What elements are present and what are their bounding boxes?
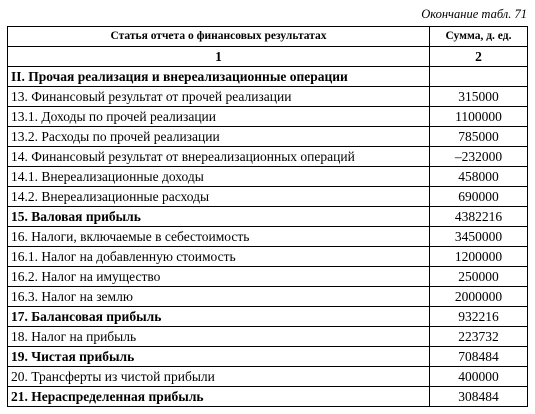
row-item-sum: –232000 [430, 147, 528, 167]
row-item-sum: 932216 [430, 307, 528, 327]
financial-results-table [7, 26, 528, 407]
row-item-sum: 690000 [430, 187, 528, 207]
table-row [8, 367, 528, 387]
table-row [8, 87, 528, 107]
row-item-name: 16.3. Налог на землю [8, 287, 430, 307]
row-item-name: 20. Трансферты из чистой прибыли [8, 367, 430, 387]
table-row [8, 207, 528, 227]
column-header-item: Статья отчета о финансовых результатах [8, 27, 430, 47]
row-item-sum: 4382216 [430, 207, 528, 227]
header-row [8, 27, 528, 47]
row-item-sum: 3450000 [430, 227, 528, 247]
column-number-2: 2 [430, 47, 528, 67]
row-item-sum: 1200000 [430, 247, 528, 267]
row-item-name: 19. Чистая прибыль [8, 347, 430, 367]
column-number-row [8, 47, 528, 67]
table-caption: Окончание табл. 71 [421, 7, 527, 21]
table-row [8, 327, 528, 347]
row-item-name: II. Прочая реализация и внереализационные операции [8, 67, 430, 87]
row-item-name: 16.1. Налог на добавленную стоимость [8, 247, 430, 267]
table-row [8, 227, 528, 247]
row-item-sum [430, 67, 528, 87]
table-row [8, 167, 528, 187]
row-item-name: 15. Валовая прибыль [8, 207, 430, 227]
table-row [8, 147, 528, 167]
row-item-sum: 223732 [430, 327, 528, 347]
table-row [8, 247, 528, 267]
row-item-name: 13.1. Доходы по прочей реализации [8, 107, 430, 127]
row-item-name: 18. Налог на прибыль [8, 327, 430, 347]
row-item-name: 16. Налоги, включаемые в себестоимость [8, 227, 430, 247]
row-item-sum: 785000 [430, 127, 528, 147]
table-row [8, 287, 528, 307]
table-row [8, 127, 528, 147]
table-row [8, 67, 528, 87]
table-row [8, 347, 528, 367]
row-item-sum: 708484 [430, 347, 528, 367]
row-item-name: 14. Финансовый результат от внереализационных операций [8, 147, 430, 167]
row-item-name: 16.2. Налог на имущество [8, 267, 430, 287]
table-row [8, 387, 528, 407]
row-item-sum: 1100000 [430, 107, 528, 127]
row-item-sum: 308484 [430, 387, 528, 407]
row-item-name: 17. Балансовая прибыль [8, 307, 430, 327]
table-row [8, 307, 528, 327]
row-item-sum: 458000 [430, 167, 528, 187]
row-item-name: 13.2. Расходы по прочей реализации [8, 127, 430, 147]
row-item-name: 21. Нераспределенная прибыль [8, 387, 430, 407]
column-header-sum: Сумма, д. ед. [430, 27, 528, 47]
row-item-sum: 250000 [430, 267, 528, 287]
row-item-sum: 400000 [430, 367, 528, 387]
row-item-name: 14.2. Внереализационные расходы [8, 187, 430, 207]
row-item-sum: 2000000 [430, 287, 528, 307]
row-item-name: 14.1. Внереализационные доходы [8, 167, 430, 187]
table-row [8, 187, 528, 207]
table-row [8, 107, 528, 127]
row-item-sum: 315000 [430, 87, 528, 107]
table-row [8, 267, 528, 287]
row-item-name: 13. Финансовый результат от прочей реализации [8, 87, 430, 107]
column-number-1: 1 [8, 47, 430, 67]
